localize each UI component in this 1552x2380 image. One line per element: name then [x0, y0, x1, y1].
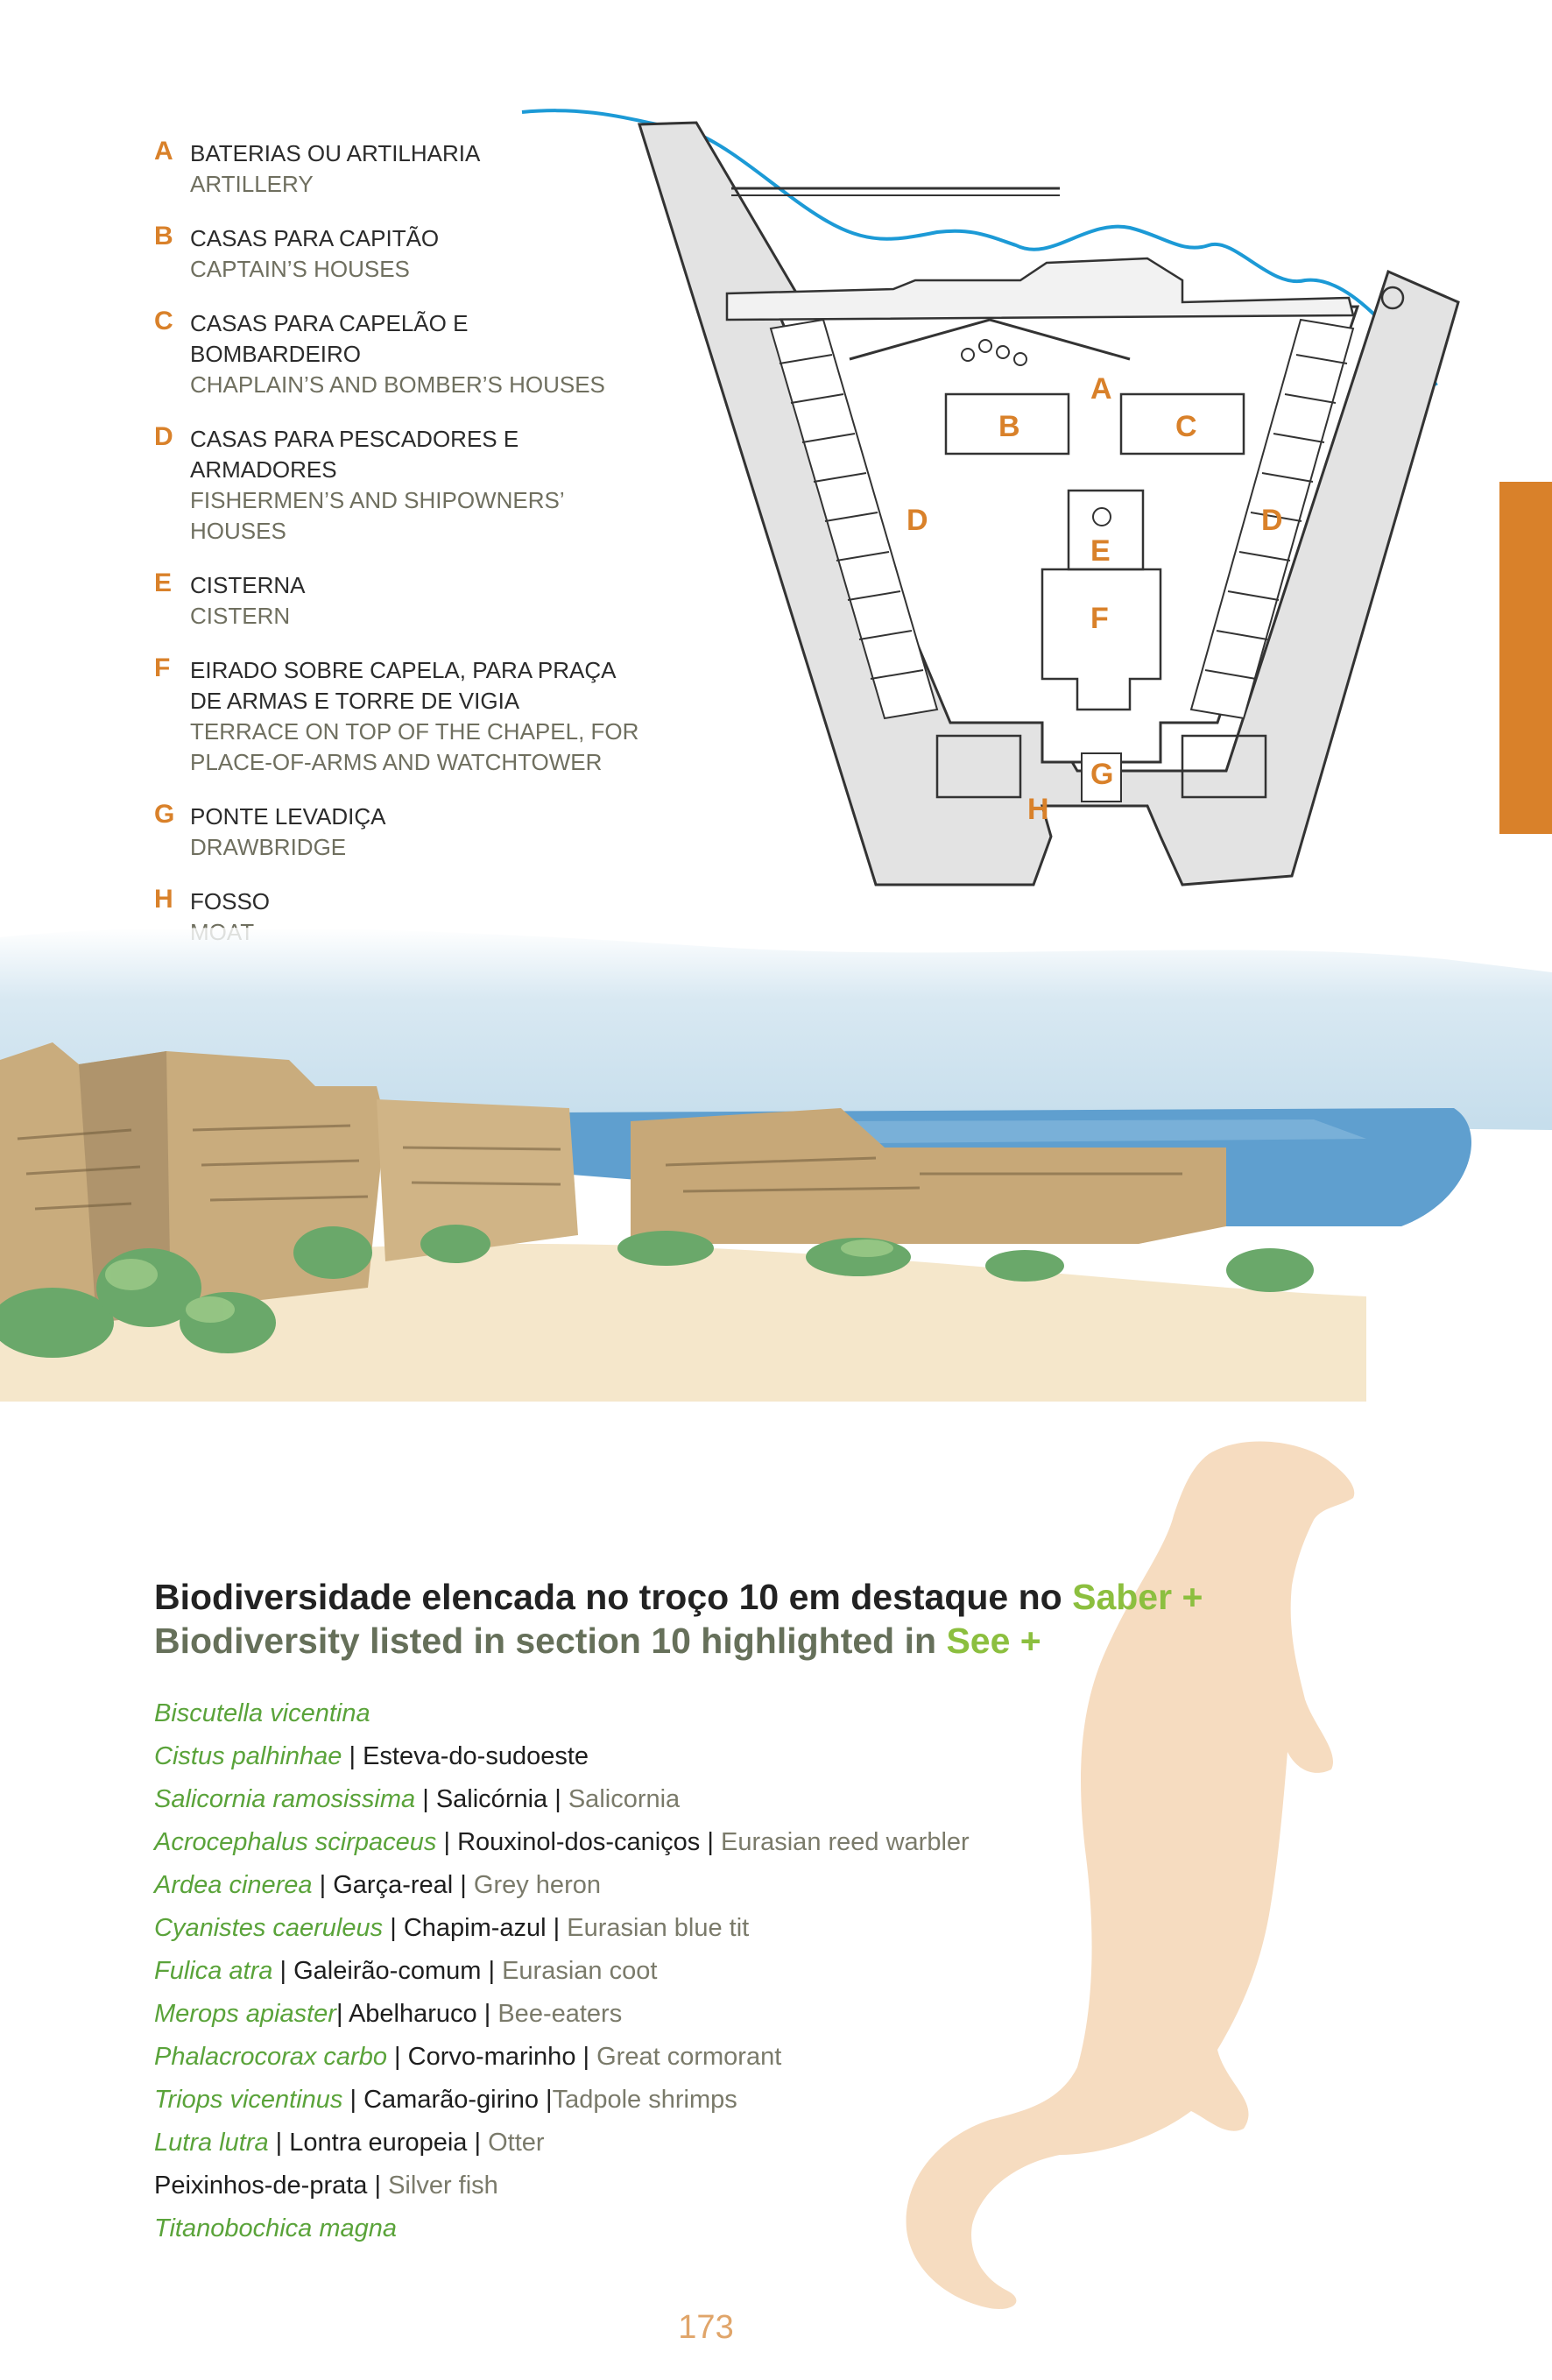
plan-label-d-left: D	[907, 504, 928, 537]
english-name: Eurasian coot	[502, 1957, 658, 1985]
species-item	[154, 2207, 1293, 2250]
saber-plus-highlight: Saber +	[1072, 1577, 1203, 1617]
english-name: Great cormorant	[596, 2043, 782, 2071]
legend-letter: F	[154, 653, 171, 682]
scientific-name: Titanobochica magna	[154, 2214, 398, 2242]
scientific-name: Biscutella vicentina	[154, 1699, 370, 1727]
species-item: Acrocephalus scirpaceus | Rouxinol-dos-caniços | Eurasian reed warbler	[154, 1828, 970, 1856]
legend-label-pt: CASAS PARA PESCADORES E ARMADORES	[190, 426, 519, 483]
plan-label-a: A	[1090, 372, 1112, 406]
scientific-name: Cistus palhinhae	[154, 1742, 342, 1770]
see-plus-highlight: See +	[946, 1621, 1041, 1661]
english-name: Tadpole shrimps	[552, 2086, 737, 2114]
portuguese-name: Corvo-marinho	[407, 2043, 576, 2071]
legend-label-pt: PONTE LEVADIÇA	[190, 803, 386, 830]
legend-letter: C	[154, 307, 173, 335]
legend-label-en: FISHERMEN’S AND SHIPOWNERS’ HOUSES	[190, 487, 564, 544]
scientific-name: Salicornia ramosissima	[154, 1785, 416, 1813]
plan-label-e: E	[1090, 534, 1111, 568]
legend-letter: G	[154, 800, 175, 829]
species-item: Cyanistes caeruleus | Chapim-azul | Eurasian blue tit	[154, 1914, 750, 1942]
portuguese-name: Rouxinol-dos-caniços	[457, 1828, 701, 1856]
biodiversity-title-en	[154, 1619, 1293, 1663]
species-item: Salicornia ramosissima | Salicórnia | Salicornia	[154, 1785, 681, 1813]
species-item	[154, 1692, 1293, 1735]
plan-label-d-right: D	[1261, 504, 1283, 537]
fort-plan-illustration	[517, 105, 1524, 893]
english-name: Eurasian reed warbler	[720, 1828, 970, 1856]
scientific-name: Lutra lutra	[154, 2129, 269, 2157]
biodiversity-title-pt	[154, 1575, 1293, 1619]
plan-label-h: H	[1027, 793, 1049, 826]
plan-label-g: G	[1090, 758, 1114, 791]
title-text: Biodiversidade elencada no troço 10 em destaque no	[154, 1577, 1062, 1617]
english-name: Bee-eaters	[497, 2000, 623, 2028]
species-item: Fulica atra | Galeirão-comum | Eurasian coot	[154, 1957, 658, 1985]
legend-letter: A	[154, 137, 173, 166]
legend-letter: D	[154, 422, 173, 451]
title-text: Biodiversity listed in section 10 highlighted in	[154, 1621, 937, 1661]
portuguese-name: Garça-real	[333, 1871, 454, 1899]
species-item: Peixinhos-de-prata | Silver fish	[154, 2172, 498, 2200]
english-name: Eurasian blue tit	[567, 1914, 750, 1942]
legend-letter: E	[154, 569, 173, 597]
plan-label-c: C	[1175, 410, 1197, 443]
legend-label-pt: CASAS PARA CAPITÃO	[190, 225, 440, 251]
plan-label-f: F	[1090, 602, 1109, 635]
fort-landscape-watercolor	[0, 911, 1552, 1410]
legend-label-pt: FOSSO	[190, 888, 271, 915]
legend-label-pt: BATERIAS OU ARTILHARIA	[190, 140, 481, 166]
english-name: Silver fish	[388, 2172, 498, 2200]
species-item: Triops vicentinus | Camarão-girino |Tadpole shrimps	[154, 2086, 737, 2114]
legend-label-en: TERRACE ON TOP OF THE CHAPEL, FOR PLACE-OF-ARMS AND WATCHTOWER	[190, 718, 639, 775]
legend-label-en: DRAWBRIDGE	[190, 834, 347, 860]
scientific-name: Cyanistes caeruleus	[154, 1914, 384, 1942]
portuguese-name: Camarão-girino	[363, 2086, 539, 2114]
legend-label-en: CAPTAIN’S HOUSES	[190, 256, 410, 282]
english-name: Grey heron	[473, 1871, 601, 1899]
english-name: Salicornia	[568, 1785, 681, 1813]
species-list	[154, 1692, 1293, 2250]
legend-label-pt: EIRADO SOBRE CAPELA, PARA PRAÇA DE ARMAS E TORRE DE VIGIA	[190, 657, 616, 714]
legend-letter: H	[154, 885, 173, 914]
legend-label-en: CISTERN	[190, 603, 291, 629]
species-item: Phalacrocorax carbo | Corvo-marinho | Great cormorant	[154, 2043, 782, 2071]
species-item: Ardea cinerea | Garça-real | Grey heron	[154, 1871, 601, 1899]
scientific-name: Triops vicentinus	[154, 2086, 343, 2114]
english-name: Otter	[488, 2129, 545, 2157]
scientific-name: Phalacrocorax carbo	[154, 2043, 387, 2071]
portuguese-name: Galeirão-comum	[293, 1957, 482, 1985]
portuguese-name: Esteva-do-sudoeste	[363, 1742, 589, 1770]
species-item: Cistus palhinhae | Esteva-do-sudoeste	[154, 1742, 589, 1770]
legend-label-pt: CISTERNA	[190, 572, 306, 598]
legend-label-en: CHAPLAIN’S AND BOMBER’S HOUSES	[190, 371, 605, 398]
scientific-name: Fulica atra	[154, 1957, 273, 1985]
portuguese-name: Abelharuco	[348, 2000, 477, 2028]
scientific-name: Merops apiaster	[154, 2000, 336, 2028]
legend-label-pt: CASAS PARA CAPELÃO E BOMBARDEIRO	[190, 310, 469, 367]
portuguese-name: Salicórnia	[435, 1785, 548, 1813]
scientific-name: Acrocephalus scirpaceus	[154, 1828, 437, 1856]
scientific-name: Ardea cinerea	[154, 1871, 313, 1899]
portuguese-name: Peixinhos-de-prata	[154, 2172, 368, 2200]
species-item: Merops apiaster| Abelharuco | Bee-eaters	[154, 2000, 623, 2028]
legend-label-en: ARTILLERY	[190, 171, 314, 197]
plan-label-b: B	[998, 410, 1020, 443]
legend-letter: B	[154, 222, 173, 251]
page-number: 173	[678, 2309, 734, 2346]
species-item: Lutra lutra | Lontra europeia | Otter	[154, 2129, 545, 2157]
portuguese-name: Chapim-azul	[403, 1914, 547, 1942]
biodiversity-section	[154, 1575, 1293, 2250]
portuguese-name: Lontra europeia	[289, 2129, 468, 2157]
